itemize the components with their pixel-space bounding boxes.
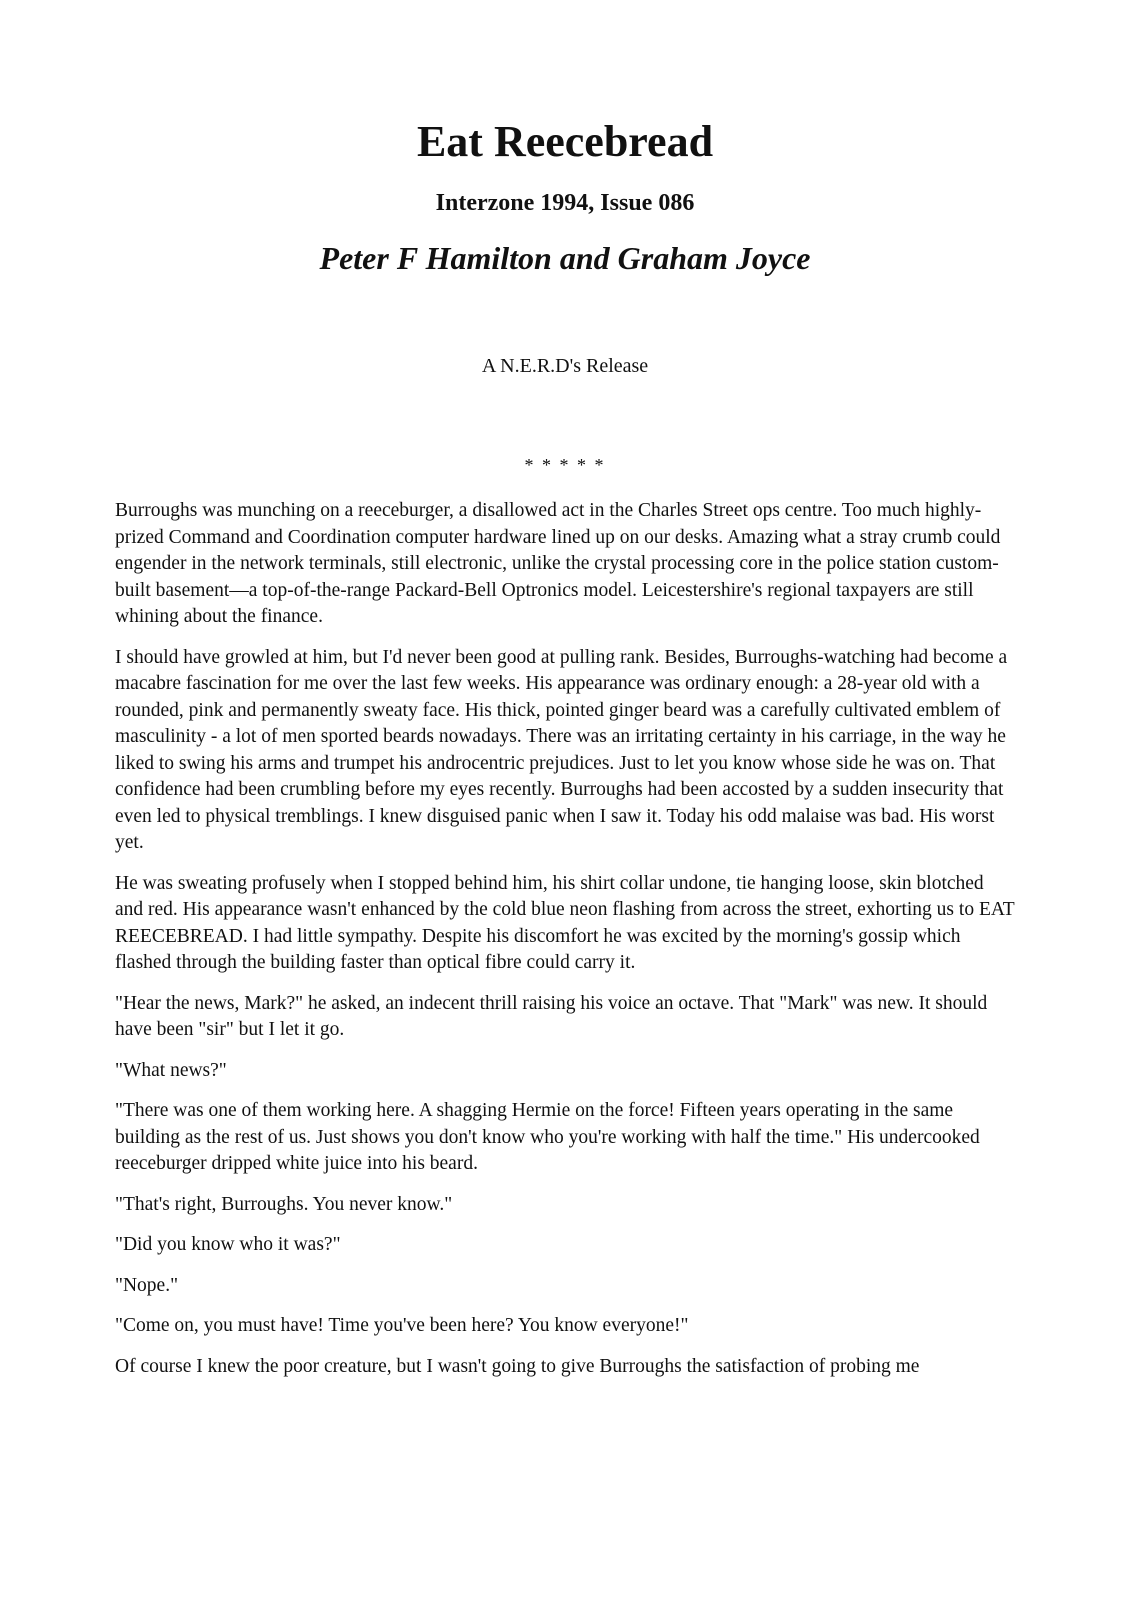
paragraph: I should have growled at him, but I'd never been good at pulling rank. Besides, Burroughs-watching had become a macabre fascination for me over the last few weeks. His appearance was ordinary enough: a 28-year old with a rounded, pink and permanently sweaty face. His thick, pointed ginger beard was a carefully cultivated emblem of masculinity - a lot of men sported beards nowadays. There was an irritating certainty in his carriage, in the way he liked to swing his arms and trumpet his androcentric prejudices. Just to let you know whose side he was on. That confidence had been crumbling before my eyes recently. Burroughs had been accosted by a sudden insecurity that even led to physical tremblings. I knew disguised panic when I saw it. Today his odd malaise was bad. His worst yet. [115, 646, 1008, 853]
paragraph: "What news?" [115, 1059, 227, 1081]
paragraph: "Come on, you must have! Time you've been here? You know everyone!" [115, 1315, 689, 1336]
paragraph: Burroughs was munching on a reeceburger, a disallowed act in the Charles Street ops centre. Too much highly-prized Command and Coordination computer hardware lined up on our desks. Amazing what a stray crumb could engender in the network terminals, still electronic, unlike the crystal processing core in the police station custom-built basement—a top-of-the-range Packard-Bell Optronics model. Leicestershire's regional taxpayers are still whining about the finance. [115, 500, 1001, 627]
story-body [115, 498, 1015, 1394]
paragraph: "Nope." [115, 1274, 179, 1296]
issue-line: Interzone 1994, Issue 086 [435, 190, 695, 216]
paragraph: "Did you know who it was?" [115, 1234, 341, 1255]
section-separator: * * * * * [524, 455, 606, 475]
release-note: A N.E.R.D's Release [481, 355, 649, 377]
paragraph: He was sweating profusely when I stopped behind him, his shirt collar undone, tie hanging loose, skin blotched and red. His appearance wasn't enhanced by the cold blue neon flashing from across the street, exhorting us to EAT REECEBREAD. I had little sympathy. Despite his discomfort he was excited by the morning's gossip which flashed through the building faster than optical fibre could carry it. [115, 872, 1015, 973]
paragraph: Of course I knew the poor creature, but I wasn't going to give Burroughs the satisfaction of probing me [115, 1355, 920, 1377]
paragraph: "There was one of them working here. A shagging Hermie on the force! Fifteen years operating in the same building as the rest of us. Just shows you don't know who you're working with half the time." His undercooked reeceburger dripped white juice into his beard. [115, 1100, 980, 1174]
author-line: Peter F Hamilton and Graham Joyce [319, 240, 811, 276]
paragraph: "Hear the news, Mark?" he asked, an indecent thrill raising his voice an octave. That "Mark" was new. It should have been "sir" but I let it go. [115, 992, 988, 1040]
paragraph: "That's right, Burroughs. You never know." [115, 1193, 453, 1215]
story-title: Eat Reecebread [416, 117, 714, 166]
